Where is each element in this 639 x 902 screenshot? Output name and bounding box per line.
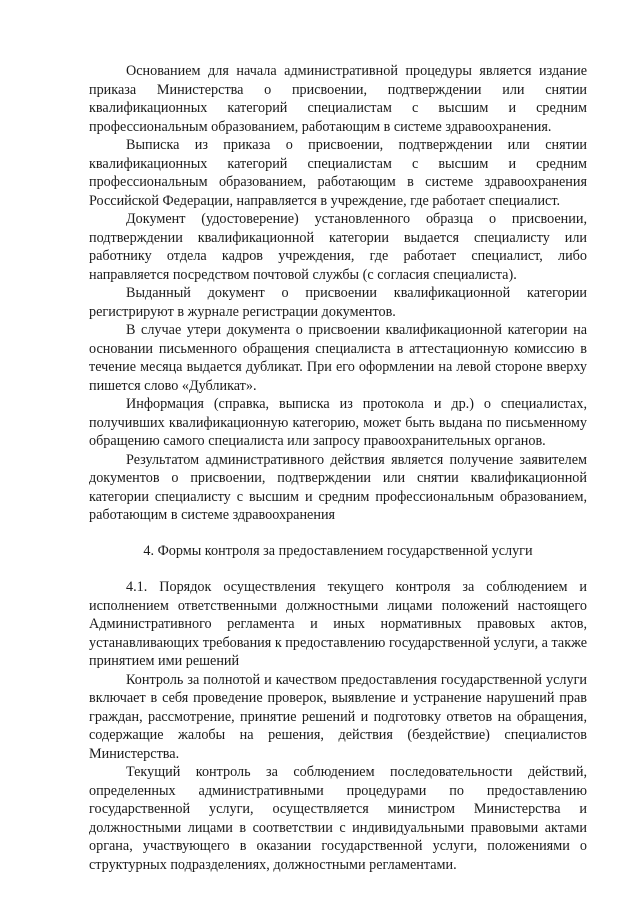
paragraph-current-control: Текущий контроль за соблюдением последовательности действий, определенных административными процедурами по предоставлению государственной услуги, осуществляется министром Министерства и должностными лицами в соответствии с индивидуальными правовыми актами органа, участвующего в оказании государственной услуги, положениями о структурных подразделениях, должностными регламентами. [89,764,587,873]
spacer [89,525,587,542]
paragraph-certificate-issue: Документ (удостоверение) установленного образца о присвоении, подтверждении квалификационной категории выдается специалисту или работнику отдела кадров учреждения, где работает специалист, либо направляется посредством почтовой службы (с согласия специалиста). [89,211,587,283]
paragraph-basis-for-procedure: Основанием для начала административной процедуры является издание приказа Министерства о присвоении, подтверждении или снятии квалификационных категорий специалистам с высшим и средним профессиональным образованием, работающим в системе здравоохранения. [89,63,587,135]
paragraph-order-extract: Выписка из приказа о присвоении, подтверждении или снятии квалификационных категорий специалистам с высшим и средним профессиональным образованием, работающим в системе здравоохранения Российской Федерации, направляется в учреждение, где работает специалист. [89,137,587,209]
spacer [89,560,587,578]
paragraph-quality-control: Контроль за полнотой и качеством предоставления государственной услуги включает в себя проведение проверок, выявление и устранение нарушений прав граждан, рассмотрение, принятие решений и подготовку ответов на обращения, содержащие жалобы на решения, действия (бездействие) специалистов Министерства. [89,671,587,762]
paragraph-4-1-procedure: 4.1. Порядок осуществления текущего контроля за соблюдением и исполнением ответственными должностными лицами положений настоящего Административного регламента и иных нормативных правовых актов, устанавливающих требования к предоставлению государственной услуги, а также принятием ими решений [89,579,587,669]
paragraph-information-request: Информация (справка, выписка из протокола и др.) о специалистах, получивших квалификационную категорию, может быть выдана по письменному обращению самого специалиста или запросу правоохранительных органов. [89,396,587,449]
paragraph-result: Результатом административного действия является получение заявителем документов о присвоении, подтверждении или снятии квалификационной категории специалисту с высшим и средним профессиональным образованием, работающим в системе здравоохранения [89,451,587,523]
paragraph-registration-journal: Выданный документ о присвоении квалификационной категории регистрируют в журнале регистрации документов. [89,285,587,320]
document-body [89,62,587,874]
paragraph-duplicate: В случае утери документа о присвоении квалификационной категории на основании письменного обращения специалиста в аттестационную комиссию в течение месяца выдается дубликат. При его оформлении на левой стороне вверху пишется слово «Дубликат». [89,322,587,394]
section-heading: 4. Формы контроля за предоставлением государственной услуги [143,542,533,559]
